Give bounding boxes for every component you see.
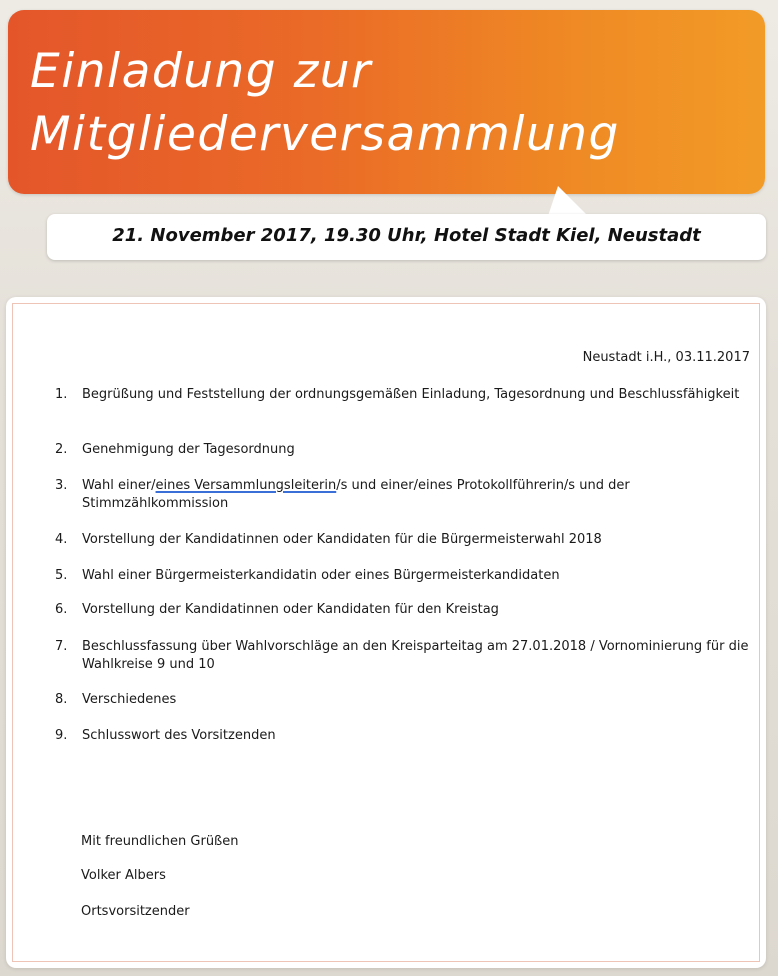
title-line-1: Einladung zur xyxy=(30,44,372,99)
agenda-number: 1. xyxy=(55,387,68,402)
agenda-text-part: Wahl einer/ xyxy=(82,478,156,493)
agenda-number: 8. xyxy=(55,692,68,707)
agenda-text: Beschlussfassung über Wahlvorschläge an den Kreisparteitag am 27.01.2018 / Vornominierung für die Wahlkreise 9 und 10 xyxy=(82,639,749,672)
agenda-text: Vorstellung der Kandidatinnen oder Kandidaten für die Bürgermeisterwahl 2018 xyxy=(82,532,602,547)
agenda-number: 2. xyxy=(55,442,68,457)
title-banner xyxy=(8,10,765,194)
agenda-text: Vorstellung der Kandidatinnen oder Kandidaten für den Kreistag xyxy=(82,602,499,617)
agenda-number: 7. xyxy=(55,639,68,654)
title-line-2: Mitgliederversammlung xyxy=(30,107,620,162)
signer-name: Volker Albers xyxy=(81,868,166,883)
agenda-text: Verschiedenes xyxy=(82,692,177,707)
signer-role: Ortsvorsitzender xyxy=(81,904,190,919)
event-date-location: 21. November 2017, 19.30 Uhr, Hotel Stadt Kiel, Neustadt xyxy=(112,225,701,246)
page-title xyxy=(30,40,620,166)
callout-tail xyxy=(548,186,588,216)
agenda-text: Genehmigung der Tagesordnung xyxy=(82,442,295,457)
place-date: Neustadt i.H., 03.11.2017 xyxy=(582,350,750,365)
agenda-text: Begrüßung und Feststellung der ordnungsgemäßen Einladung, Tagesordnung und Beschlussfähigkeit xyxy=(82,387,740,402)
agenda-number: 5. xyxy=(55,568,68,583)
agenda-text: Schlusswort des Vorsitzenden xyxy=(82,728,276,743)
agenda-number: 4. xyxy=(55,532,68,547)
event-callout xyxy=(47,214,766,260)
document-card xyxy=(6,297,766,968)
closing-greeting: Mit freundlichen Grüßen xyxy=(81,834,239,849)
agenda-text xyxy=(82,477,750,513)
agenda-number: 9. xyxy=(55,728,68,743)
spellcheck-underlined-text: eines Versammlungsleiterin xyxy=(155,478,337,493)
agenda-text-part: /s und einer/eines Protokollführerin/s und der Stimmzählkommission xyxy=(82,478,630,511)
agenda-text: Wahl einer Bürgermeisterkandidatin oder eines Bürgermeisterkandidaten xyxy=(82,568,560,583)
agenda-number: 3. xyxy=(55,478,68,493)
agenda-number: 6. xyxy=(55,602,68,617)
